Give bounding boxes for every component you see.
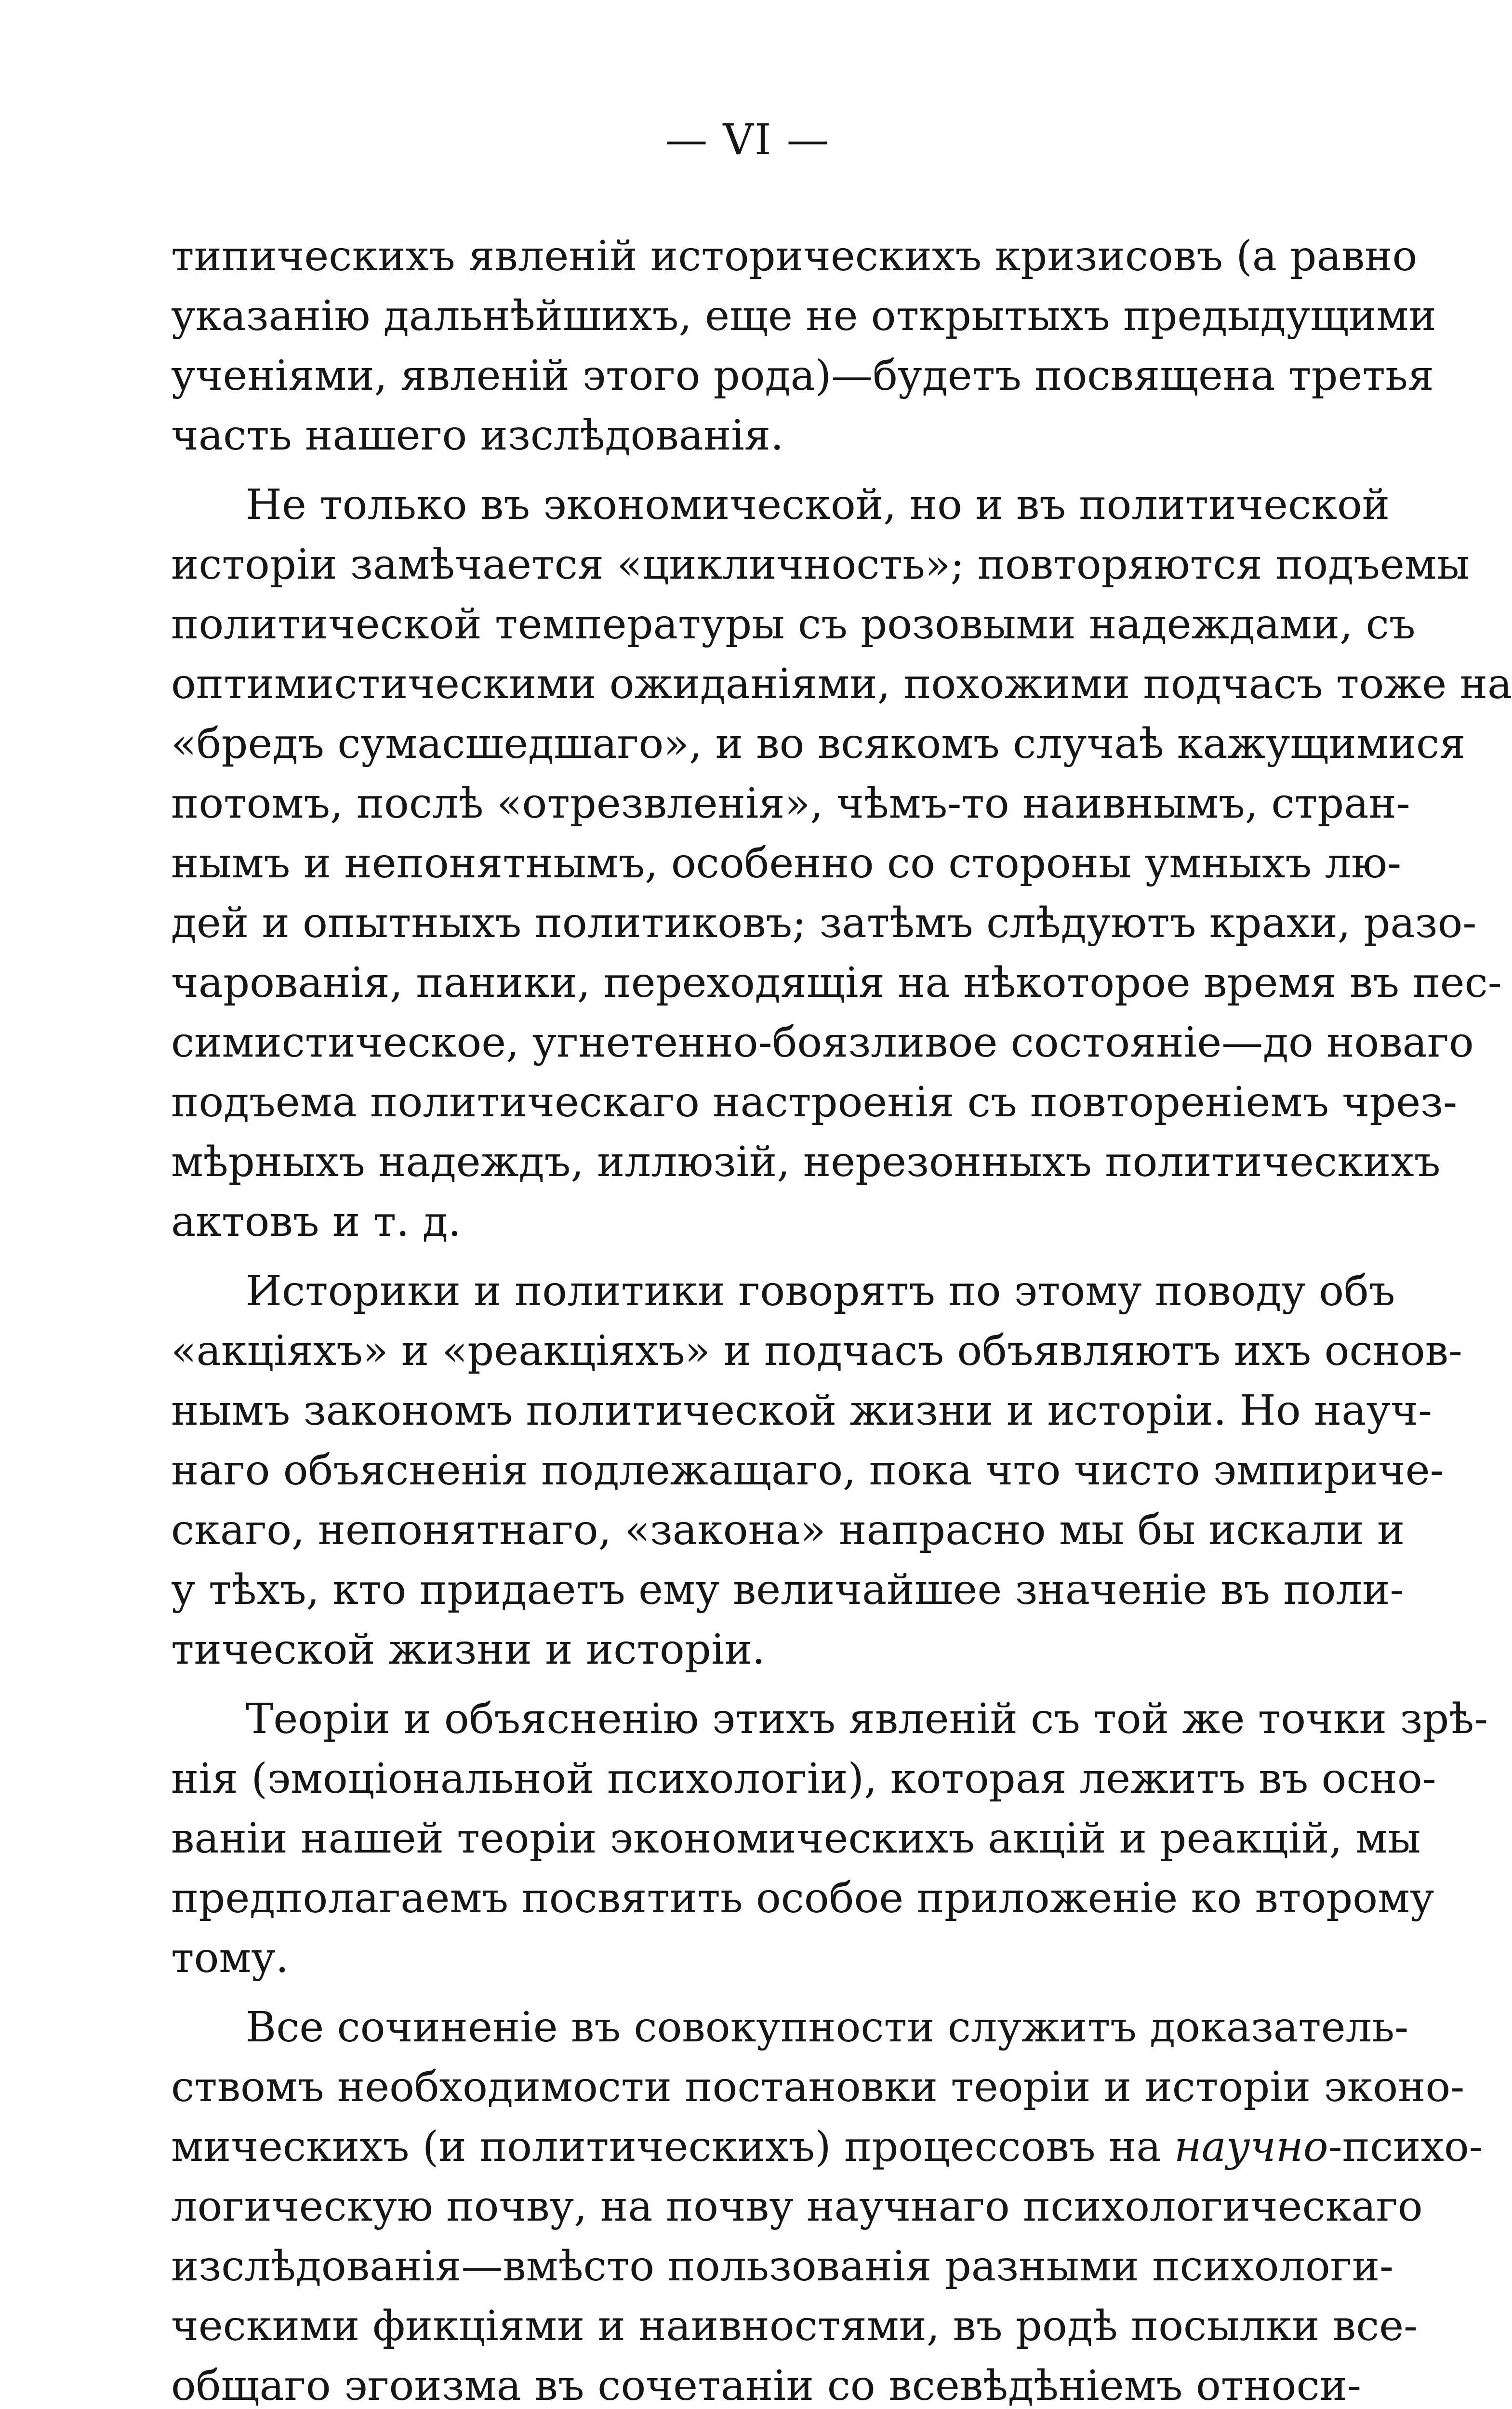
text-line: «акціяхъ» и «реакціяхъ» и подчасъ объявляютъ ихъ основ- bbox=[171, 1327, 1463, 1375]
paragraph bbox=[171, 1261, 1463, 1680]
text-line-with-italic bbox=[171, 2117, 1483, 2177]
text-line: часть нашего изслѣдованія. bbox=[171, 411, 784, 460]
text-line: «бредъ сумасшедшаго», и во всякомъ случаѣ кажущимися bbox=[171, 720, 1466, 768]
page-number: — VI — bbox=[665, 115, 830, 164]
paragraph bbox=[171, 226, 1436, 465]
text-line: тому. bbox=[171, 1934, 289, 1982]
text-line: исторіи замѣчается «цикличность»; повторяются подъемы bbox=[171, 541, 1470, 589]
text-line: ваніи нашей теоріи экономическихъ акцій и реакцій, мы bbox=[171, 1814, 1421, 1863]
text-line: Историки и политики говорятъ по этому поводу объ bbox=[246, 1267, 1395, 1315]
text-line: нымъ закономъ политической жизни и исторіи. Но науч- bbox=[171, 1387, 1432, 1435]
text-line: логическую почву, на почву научнаго психологическаго bbox=[171, 2183, 1423, 2231]
text-line: Теоріи и объясненію этихъ явленій съ той же точки зрѣ- bbox=[246, 1695, 1488, 1743]
text-line: симистическое, угнетенно-боязливое состояніе—до новаго bbox=[171, 1019, 1474, 1067]
paragraph bbox=[171, 1998, 1483, 2409]
text-line: типическихъ явленій историческихъ кризисовъ (а равно bbox=[171, 232, 1418, 280]
text-line: у тѣхъ, кто придаетъ ему величайшее значеніе въ поли- bbox=[171, 1566, 1404, 1614]
text-line: актовъ и т. д. bbox=[171, 1198, 462, 1246]
text-line: изслѣдованія—вмѣсто пользованія разными психологи- bbox=[171, 2242, 1394, 2290]
text-segment: мическихъ (и политическихъ) процессовъ на bbox=[171, 2123, 1174, 2171]
text-line: оптимистическими ожиданіями, похожими подчасъ тоже на bbox=[171, 660, 1512, 708]
text-line: ствомъ необходимости постановки теоріи и исторіи эконо- bbox=[171, 2063, 1465, 2111]
text-line: ученіями, явленій этого рода)—будетъ посвящена третья bbox=[171, 352, 1434, 400]
paragraph bbox=[171, 1689, 1488, 1988]
text-line: Все сочиненіе въ совокупности служитъ доказатель- bbox=[246, 2003, 1409, 2052]
text-line: потомъ, послѣ «отрезвленія», чѣмъ-то наивнымъ, стран- bbox=[171, 780, 1410, 828]
text-line: нымъ и непонятнымъ, особенно со стороны умныхъ лю- bbox=[171, 839, 1402, 887]
text-line: мѣрныхъ надеждъ, иллюзій, нерезонныхъ политическихъ bbox=[171, 1138, 1441, 1186]
paragraph bbox=[171, 475, 1512, 1252]
text-line: тической жизни и исторіи. bbox=[171, 1626, 766, 1674]
italic-word: научно bbox=[1174, 2123, 1328, 2171]
text-line: общаго эгоизма въ сочетаніи со всевѣдѣніемъ относи- bbox=[171, 2362, 1361, 2409]
text-line: ческими фикціями и наивностями, въ родѣ посылки все- bbox=[171, 2302, 1418, 2350]
text-line: наго объясненія подлежащаго, пока что чисто эмпириче- bbox=[171, 1446, 1444, 1495]
text-line: предполагаемъ посвятить особое приложеніе ко второму bbox=[171, 1874, 1434, 1922]
text-line: чарованія, паники, переходящія на нѣкоторое время въ пес- bbox=[171, 959, 1502, 1007]
text-line: скаго, непонятнаго, «закона» напрасно мы бы искали и bbox=[171, 1506, 1405, 1554]
text-line: Не только въ экономической, но и въ политической bbox=[246, 481, 1390, 529]
text-line: политической температуры съ розовыми надеждами, съ bbox=[171, 600, 1416, 649]
body-text bbox=[171, 226, 1512, 2409]
text-line: нія (эмоціональной психологіи), которая лежитъ въ осно- bbox=[171, 1755, 1436, 1803]
text-segment: -психо- bbox=[1328, 2123, 1483, 2171]
text-line: подъема политическаго настроенія съ повтореніемъ чрез- bbox=[171, 1078, 1458, 1126]
text-line: дей и опытныхъ политиковъ; затѣмъ слѣдуютъ крахи, разо- bbox=[171, 899, 1477, 947]
text-line: указанію дальнѣйшихъ, еще не открытыхъ предыдущими bbox=[171, 292, 1436, 340]
